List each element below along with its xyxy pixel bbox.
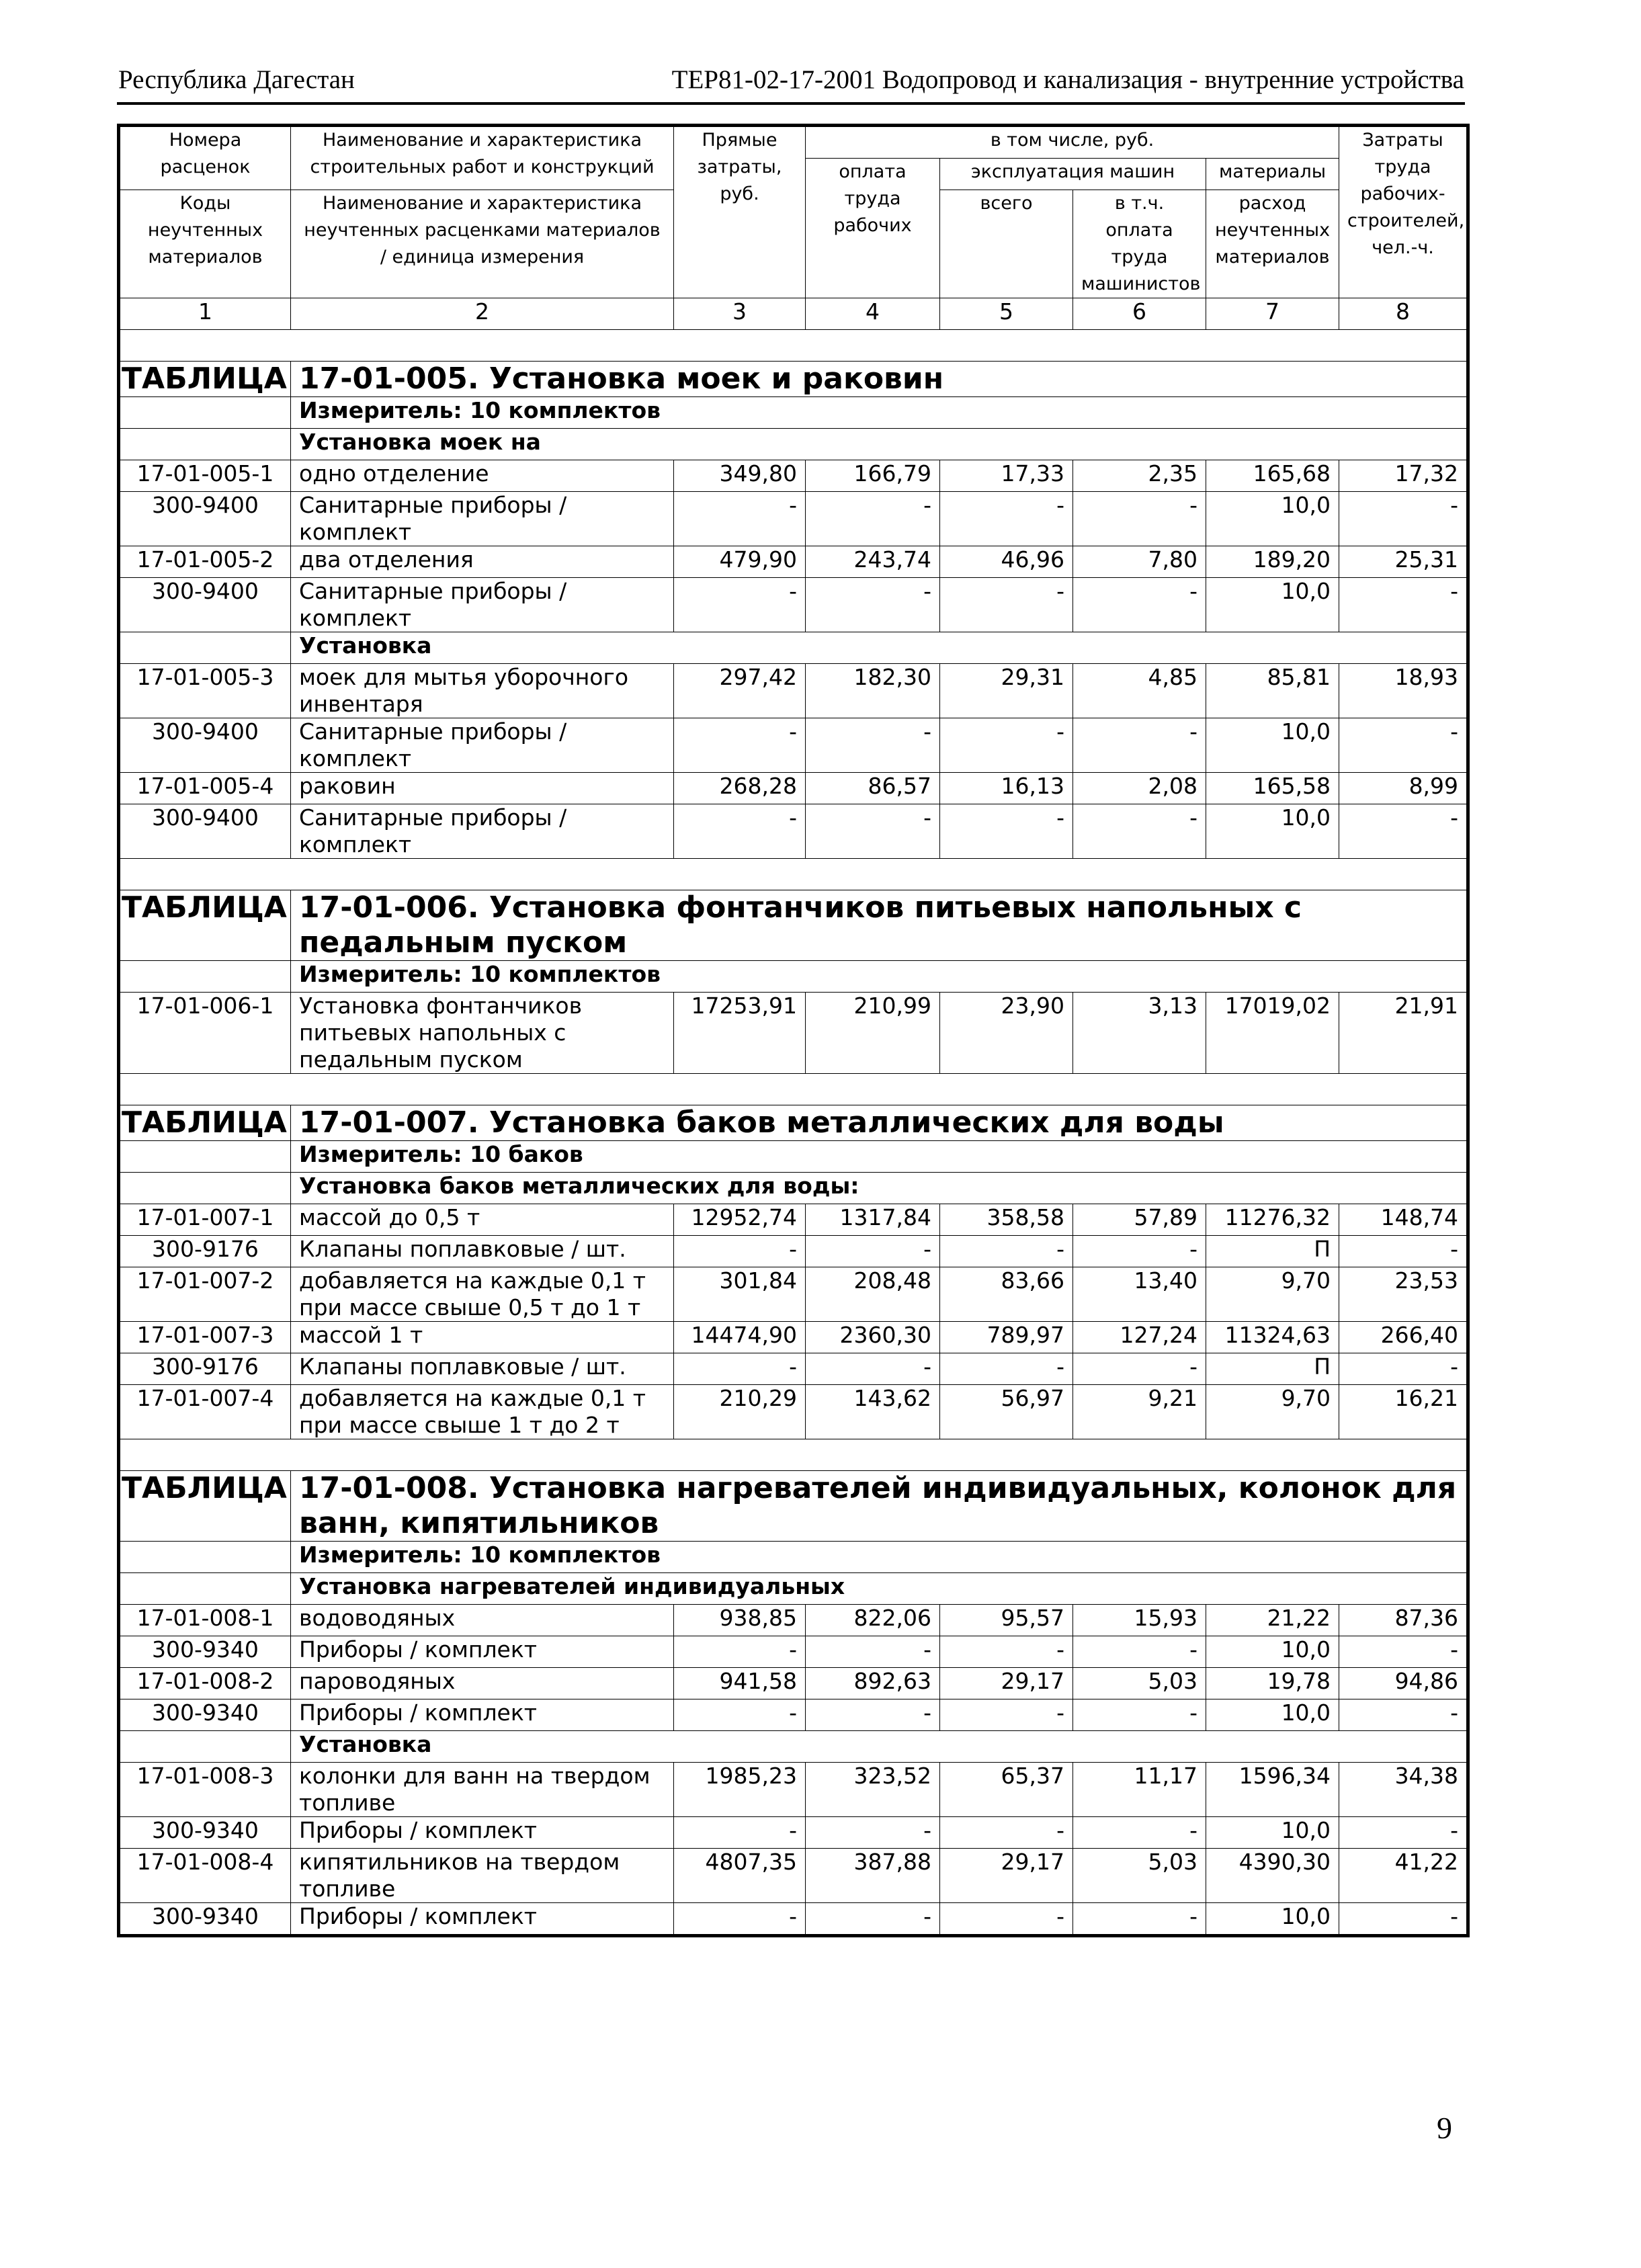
rate-code: 17-01-008-1 xyxy=(119,1605,291,1636)
col-header-codes: Коды неучтенных материалов xyxy=(119,190,291,298)
value-cell: 210,29 xyxy=(674,1385,806,1439)
value-cell: - xyxy=(674,1699,806,1731)
group-title: Установка xyxy=(291,632,1468,664)
table-row xyxy=(119,664,1468,718)
rate-code: 300-9340 xyxy=(119,1699,291,1731)
rate-name: моек для мытья уборочного инвентаря xyxy=(291,664,674,718)
value-cell: - xyxy=(940,804,1073,859)
col-header-machines: эксплуатация машин xyxy=(940,159,1206,190)
value-cell: - xyxy=(940,1817,1073,1849)
value-cell: 10,0 xyxy=(1206,804,1339,859)
value-cell: 266,40 xyxy=(1339,1322,1468,1353)
rate-name: Установка фонтанчиков питьевых напольных с педальным пуском xyxy=(291,993,674,1074)
value-cell: 57,89 xyxy=(1073,1204,1206,1236)
value-cell: - xyxy=(940,1353,1073,1385)
group-code-cell xyxy=(119,1173,291,1204)
rate-code: 17-01-008-2 xyxy=(119,1668,291,1699)
value-cell: 9,70 xyxy=(1206,1385,1339,1439)
value-cell: 208,48 xyxy=(806,1267,940,1322)
rate-code: 17-01-005-3 xyxy=(119,664,291,718)
value-cell: - xyxy=(806,1353,940,1385)
value-cell: 822,06 xyxy=(806,1605,940,1636)
table-row xyxy=(119,804,1468,859)
col-num: 2 xyxy=(291,298,674,330)
value-cell: - xyxy=(806,804,940,859)
rate-name: Санитарные приборы / комплект xyxy=(291,804,674,859)
value-cell: 15,93 xyxy=(1073,1605,1206,1636)
value-cell: 17,32 xyxy=(1339,460,1468,492)
table-measure: Измеритель: 10 баков xyxy=(291,1141,1468,1173)
value-cell: 13,40 xyxy=(1073,1267,1206,1322)
value-cell: 892,63 xyxy=(806,1668,940,1699)
rate-name: добавляется на каждые 0,1 т при массе свыше 1 т до 2 т xyxy=(291,1385,674,1439)
value-cell: - xyxy=(940,718,1073,773)
spacer xyxy=(119,1074,1468,1105)
value-cell: 938,85 xyxy=(674,1605,806,1636)
value-cell: 17,33 xyxy=(940,460,1073,492)
value-cell: П xyxy=(1206,1236,1339,1267)
value-cell: - xyxy=(1339,1353,1468,1385)
value-cell: - xyxy=(1073,1817,1206,1849)
value-cell: - xyxy=(674,578,806,632)
col-header-machinists: в т.ч. оплата труда машинистов xyxy=(1073,190,1206,298)
value-cell: 23,53 xyxy=(1339,1267,1468,1322)
value-cell: 95,57 xyxy=(940,1605,1073,1636)
rate-code: 300-9400 xyxy=(119,718,291,773)
col-header-materials-name: Наименование и характеристика неучтенных расценками материалов / единица измерения xyxy=(291,190,674,298)
rate-code: 17-01-006-1 xyxy=(119,993,291,1074)
rate-code: 300-9400 xyxy=(119,804,291,859)
table-title: 17-01-008. Установка нагревателей индивидуальных, колонок для ванн, кипятильников xyxy=(291,1471,1468,1542)
col-header-wages: оплата труда рабочих xyxy=(806,159,940,298)
group-title: Установка баков металлических для воды: xyxy=(291,1173,1468,1204)
header-region: Республика Дагестан xyxy=(118,65,355,94)
value-cell: - xyxy=(1073,1903,1206,1936)
measure-spacer xyxy=(119,397,291,429)
col-num: 4 xyxy=(806,298,940,330)
value-cell: 323,52 xyxy=(806,1763,940,1817)
value-cell: 3,13 xyxy=(1073,993,1206,1074)
table-title: 17-01-005. Установка моек и раковин xyxy=(291,362,1468,397)
table-row xyxy=(119,1236,1468,1267)
rate-code: 17-01-008-3 xyxy=(119,1763,291,1817)
value-cell: 46,96 xyxy=(940,546,1073,578)
col-header-labor-a: Затраты труда рабочих-строителей, xyxy=(1347,130,1465,231)
rate-code: 300-9176 xyxy=(119,1353,291,1385)
rate-name: два отделения xyxy=(291,546,674,578)
rate-name: колонки для ванн на твердом топливе xyxy=(291,1763,674,1817)
table-row xyxy=(119,718,1468,773)
value-cell: 83,66 xyxy=(940,1267,1073,1322)
value-cell: 17019,02 xyxy=(1206,993,1339,1074)
value-cell: - xyxy=(674,1903,806,1936)
rate-name: добавляется на каждые 0,1 т при массе свыше 0,5 т до 1 т xyxy=(291,1267,674,1322)
col-num: 1 xyxy=(119,298,291,330)
header-rule xyxy=(117,102,1465,105)
value-cell: 94,86 xyxy=(1339,1668,1468,1699)
value-cell: - xyxy=(1073,1636,1206,1668)
value-cell: 34,38 xyxy=(1339,1763,1468,1817)
header-document-code: ТЕР81-02-17-2001 Водопровод и канализация - внутренние устройства xyxy=(671,65,1464,94)
table-row xyxy=(119,1903,1468,1936)
value-cell: 4,85 xyxy=(1073,664,1206,718)
value-cell: 297,42 xyxy=(674,664,806,718)
col-header-rates: Номера расценок xyxy=(119,126,291,190)
value-cell: - xyxy=(1339,1636,1468,1668)
value-cell: 9,70 xyxy=(1206,1267,1339,1322)
value-cell: - xyxy=(940,1903,1073,1936)
value-cell: 65,37 xyxy=(940,1763,1073,1817)
value-cell: - xyxy=(1073,1699,1206,1731)
col-header-unaccounted: расход неучтенных материалов xyxy=(1206,190,1339,298)
value-cell: - xyxy=(940,578,1073,632)
col-header-labor-b: чел.-ч. xyxy=(1372,237,1434,258)
rate-name: Санитарные приборы / комплект xyxy=(291,492,674,546)
col-header-materials: материалы xyxy=(1206,159,1339,190)
value-cell: - xyxy=(940,1699,1073,1731)
table-row xyxy=(119,1699,1468,1731)
value-cell: 10,0 xyxy=(1206,718,1339,773)
table-row xyxy=(119,1385,1468,1439)
value-cell: 86,57 xyxy=(806,773,940,804)
group-title: Установка нагревателей индивидуальных xyxy=(291,1573,1468,1605)
group-row xyxy=(119,1573,1468,1605)
value-cell: 21,91 xyxy=(1339,993,1468,1074)
value-cell: 10,0 xyxy=(1206,1903,1339,1936)
table-row xyxy=(119,773,1468,804)
value-cell: - xyxy=(1073,578,1206,632)
value-cell: 1985,23 xyxy=(674,1763,806,1817)
spacer xyxy=(119,859,1468,890)
group-row xyxy=(119,1173,1468,1204)
table-label: ТАБЛИЦА xyxy=(119,890,291,961)
value-cell: 189,20 xyxy=(1206,546,1339,578)
table-title: 17-01-006. Установка фонтанчиков питьевых напольных с педальным пуском xyxy=(291,890,1468,961)
value-cell: 479,90 xyxy=(674,546,806,578)
value-cell: 18,93 xyxy=(1339,664,1468,718)
group-title: Установка моек на xyxy=(291,429,1468,460)
value-cell: 1596,34 xyxy=(1206,1763,1339,1817)
rate-name: массой 1 т xyxy=(291,1322,674,1353)
rate-code: 300-9340 xyxy=(119,1817,291,1849)
value-cell: - xyxy=(674,804,806,859)
value-cell: 2360,30 xyxy=(806,1322,940,1353)
value-cell: - xyxy=(1339,578,1468,632)
value-cell: 11,17 xyxy=(1073,1763,1206,1817)
value-cell: 12952,74 xyxy=(674,1204,806,1236)
group-code-cell xyxy=(119,429,291,460)
value-cell: 243,74 xyxy=(806,546,940,578)
table-row xyxy=(119,993,1468,1074)
value-cell: 2,08 xyxy=(1073,773,1206,804)
table-measure: Измеритель: 10 комплектов xyxy=(291,397,1468,429)
value-cell: 358,58 xyxy=(940,1204,1073,1236)
value-cell: - xyxy=(1339,1236,1468,1267)
value-cell: 16,13 xyxy=(940,773,1073,804)
value-cell: - xyxy=(1073,492,1206,546)
table-row xyxy=(119,578,1468,632)
rate-code: 17-01-005-1 xyxy=(119,460,291,492)
table-row xyxy=(119,1267,1468,1322)
value-cell: 789,97 xyxy=(940,1322,1073,1353)
table-title: 17-01-007. Установка баков металлических для воды xyxy=(291,1105,1468,1141)
value-cell: 25,31 xyxy=(1339,546,1468,578)
value-cell: - xyxy=(806,492,940,546)
col-header-direct-costs: Прямые затраты, руб. xyxy=(674,126,806,298)
group-code-cell xyxy=(119,1573,291,1605)
table-row xyxy=(119,1849,1468,1903)
value-cell: 29,31 xyxy=(940,664,1073,718)
value-cell: 10,0 xyxy=(1206,1699,1339,1731)
rate-name: Клапаны поплавковые / шт. xyxy=(291,1353,674,1385)
value-cell: 268,28 xyxy=(674,773,806,804)
value-cell: - xyxy=(1339,1903,1468,1936)
table-label: ТАБЛИЦА xyxy=(119,362,291,397)
table-row xyxy=(119,1353,1468,1385)
value-cell: - xyxy=(674,1636,806,1668)
table-measure: Измеритель: 10 комплектов xyxy=(291,1542,1468,1573)
value-cell: 5,03 xyxy=(1073,1668,1206,1699)
value-cell: 165,58 xyxy=(1206,773,1339,804)
value-cell: - xyxy=(940,492,1073,546)
value-cell: 387,88 xyxy=(806,1849,940,1903)
rate-code: 17-01-005-4 xyxy=(119,773,291,804)
rate-code: 300-9400 xyxy=(119,492,291,546)
rate-name: одно отделение xyxy=(291,460,674,492)
value-cell: 301,84 xyxy=(674,1267,806,1322)
value-cell: 56,97 xyxy=(940,1385,1073,1439)
value-cell: 8,99 xyxy=(1339,773,1468,804)
col-num: 8 xyxy=(1339,298,1468,330)
value-cell: 11324,63 xyxy=(1206,1322,1339,1353)
value-cell: - xyxy=(940,1236,1073,1267)
value-cell: 4807,35 xyxy=(674,1849,806,1903)
value-cell: - xyxy=(806,1903,940,1936)
col-num: 3 xyxy=(674,298,806,330)
value-cell: - xyxy=(1073,718,1206,773)
col-header-total: всего xyxy=(940,190,1073,298)
value-cell: - xyxy=(1339,804,1468,859)
rate-code: 300-9400 xyxy=(119,578,291,632)
table-row xyxy=(119,1763,1468,1817)
table-label: ТАБЛИЦА xyxy=(119,1471,291,1542)
value-cell: - xyxy=(674,718,806,773)
table-row xyxy=(119,1605,1468,1636)
rate-code: 17-01-007-3 xyxy=(119,1322,291,1353)
rate-code: 17-01-007-4 xyxy=(119,1385,291,1439)
value-cell: 85,81 xyxy=(1206,664,1339,718)
group-title: Установка xyxy=(291,1731,1468,1763)
rate-name: кипятильников на твердом топливе xyxy=(291,1849,674,1903)
value-cell: - xyxy=(674,492,806,546)
group-row xyxy=(119,632,1468,664)
value-cell: 2,35 xyxy=(1073,460,1206,492)
rate-code: 300-9340 xyxy=(119,1903,291,1936)
value-cell: 166,79 xyxy=(806,460,940,492)
rate-name: Санитарные приборы / комплект xyxy=(291,578,674,632)
rate-name: Приборы / комплект xyxy=(291,1817,674,1849)
group-row xyxy=(119,429,1468,460)
measure-spacer xyxy=(119,961,291,993)
value-cell: - xyxy=(806,578,940,632)
table-label: ТАБЛИЦА xyxy=(119,1105,291,1141)
value-cell: 182,30 xyxy=(806,664,940,718)
value-cell: - xyxy=(1339,1817,1468,1849)
measure-spacer xyxy=(119,1141,291,1173)
table-row xyxy=(119,1636,1468,1668)
value-cell: П xyxy=(1206,1353,1339,1385)
spacer xyxy=(119,1439,1468,1471)
table-row xyxy=(119,546,1468,578)
value-cell: - xyxy=(806,1699,940,1731)
value-cell: - xyxy=(674,1236,806,1267)
col-num: 6 xyxy=(1073,298,1206,330)
value-cell: - xyxy=(806,1817,940,1849)
group-code-cell xyxy=(119,632,291,664)
group-code-cell xyxy=(119,1731,291,1763)
value-cell: 941,58 xyxy=(674,1668,806,1699)
col-header-works: Наименование и характеристика строительных работ и конструкций xyxy=(291,126,674,190)
value-cell: 14474,90 xyxy=(674,1322,806,1353)
rate-code: 17-01-007-1 xyxy=(119,1204,291,1236)
rate-code: 300-9176 xyxy=(119,1236,291,1267)
value-cell: 17253,91 xyxy=(674,993,806,1074)
rate-code: 17-01-005-2 xyxy=(119,546,291,578)
value-cell: 143,62 xyxy=(806,1385,940,1439)
value-cell: 5,03 xyxy=(1073,1849,1206,1903)
rate-name: водоводяных xyxy=(291,1605,674,1636)
value-cell: - xyxy=(806,1236,940,1267)
value-cell: - xyxy=(940,1636,1073,1668)
value-cell: - xyxy=(1073,804,1206,859)
value-cell: 7,80 xyxy=(1073,546,1206,578)
value-cell: 127,24 xyxy=(1073,1322,1206,1353)
value-cell: 4390,30 xyxy=(1206,1849,1339,1903)
col-num: 5 xyxy=(940,298,1073,330)
value-cell: 10,0 xyxy=(1206,1817,1339,1849)
rate-name: Санитарные приборы / комплект xyxy=(291,718,674,773)
rate-code: 300-9340 xyxy=(119,1636,291,1668)
value-cell: - xyxy=(1073,1353,1206,1385)
col-num: 7 xyxy=(1206,298,1339,330)
value-cell: 148,74 xyxy=(1339,1204,1468,1236)
value-cell: - xyxy=(1073,1236,1206,1267)
value-cell: 210,99 xyxy=(806,993,940,1074)
price-table xyxy=(117,124,1470,1937)
rate-name: пароводяных xyxy=(291,1668,674,1699)
col-header-including: в том числе, руб. xyxy=(806,126,1339,159)
value-cell: - xyxy=(1339,1699,1468,1731)
value-cell: 87,36 xyxy=(1339,1605,1468,1636)
table-measure: Измеритель: 10 комплектов xyxy=(291,961,1468,993)
value-cell: 10,0 xyxy=(1206,578,1339,632)
value-cell: - xyxy=(674,1817,806,1849)
value-cell: 9,21 xyxy=(1073,1385,1206,1439)
table-row xyxy=(119,1322,1468,1353)
value-cell: 10,0 xyxy=(1206,492,1339,546)
value-cell: 21,22 xyxy=(1206,1605,1339,1636)
rate-code: 17-01-007-2 xyxy=(119,1267,291,1322)
value-cell: - xyxy=(806,718,940,773)
rate-name: массой до 0,5 т xyxy=(291,1204,674,1236)
table-row xyxy=(119,1668,1468,1699)
value-cell: 19,78 xyxy=(1206,1668,1339,1699)
rate-name: Приборы / комплект xyxy=(291,1636,674,1668)
rate-name: Клапаны поплавковые / шт. xyxy=(291,1236,674,1267)
rate-name: Приборы / комплект xyxy=(291,1903,674,1936)
value-cell: 29,17 xyxy=(940,1668,1073,1699)
col-header-labor xyxy=(1339,126,1468,298)
value-cell: - xyxy=(806,1636,940,1668)
page-number: 9 xyxy=(1437,2111,1452,2145)
group-row xyxy=(119,1731,1468,1763)
value-cell: - xyxy=(674,1353,806,1385)
measure-spacer xyxy=(119,1542,291,1573)
spacer xyxy=(119,330,1468,362)
table-row xyxy=(119,1817,1468,1849)
value-cell: 165,68 xyxy=(1206,460,1339,492)
value-cell: - xyxy=(1339,718,1468,773)
rate-code: 17-01-008-4 xyxy=(119,1849,291,1903)
value-cell: 41,22 xyxy=(1339,1849,1468,1903)
value-cell: 10,0 xyxy=(1206,1636,1339,1668)
table-row xyxy=(119,460,1468,492)
rate-name: раковин xyxy=(291,773,674,804)
table-row xyxy=(119,492,1468,546)
value-cell: 16,21 xyxy=(1339,1385,1468,1439)
value-cell: 1317,84 xyxy=(806,1204,940,1236)
value-cell: 11276,32 xyxy=(1206,1204,1339,1236)
value-cell: 29,17 xyxy=(940,1849,1073,1903)
value-cell: 23,90 xyxy=(940,993,1073,1074)
value-cell: - xyxy=(1339,492,1468,546)
value-cell: 349,80 xyxy=(674,460,806,492)
rate-name: Приборы / комплект xyxy=(291,1699,674,1731)
table-row xyxy=(119,1204,1468,1236)
